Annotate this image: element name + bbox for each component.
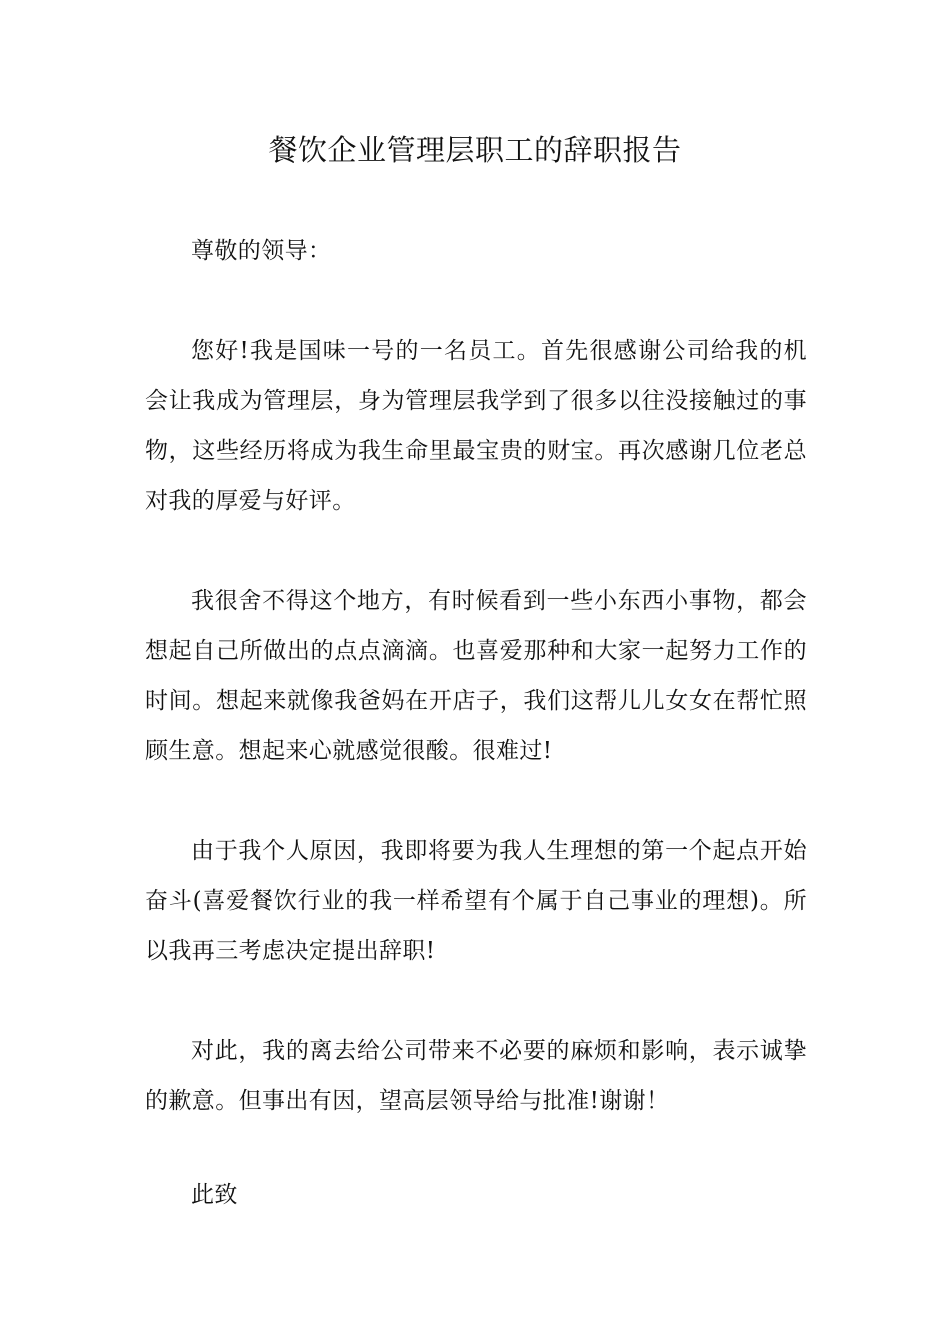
salutation: 尊敬的领导： [191, 238, 332, 264]
paragraph-3: 由于我个人原因，我即将要为我人生理想的第一个起点开始奋斗(喜爱餐饮行业的我一样希望有个属于自己事业的理想)。所以我再三考虑决定提出辞职! [145, 838, 807, 964]
paragraph-1: 您好!我是国味一号的一名员工。首先很感谢公司给我的机会让我成为管理层，身为管理层我学到了很多以往没接触过的事物，这些经历将成为我生命里最宝贵的财宝。再次感谢几位老总对我的厚爱与好评。 [145, 338, 807, 514]
document-title: 餐饮企业管理层职工的辞职报告 [268, 133, 682, 167]
paragraph-2: 我很舍不得这个地方，有时候看到一些小东西小事物，都会想起自己所做出的点点滴滴。也喜爱那种和大家一起努力工作的时间。想起来就像我爸妈在开店子，我们这帮儿儿女女在帮忙照顾生意。想起来心就感觉很酸。很难过! [145, 588, 807, 764]
paragraph-4: 对此，我的离去给公司带来不必要的麻烦和影响，表示诚挚的歉意。但事出有因，望高层领导给与批准!谢谢！ [145, 1038, 807, 1114]
closing: 此致 [191, 1182, 238, 1208]
